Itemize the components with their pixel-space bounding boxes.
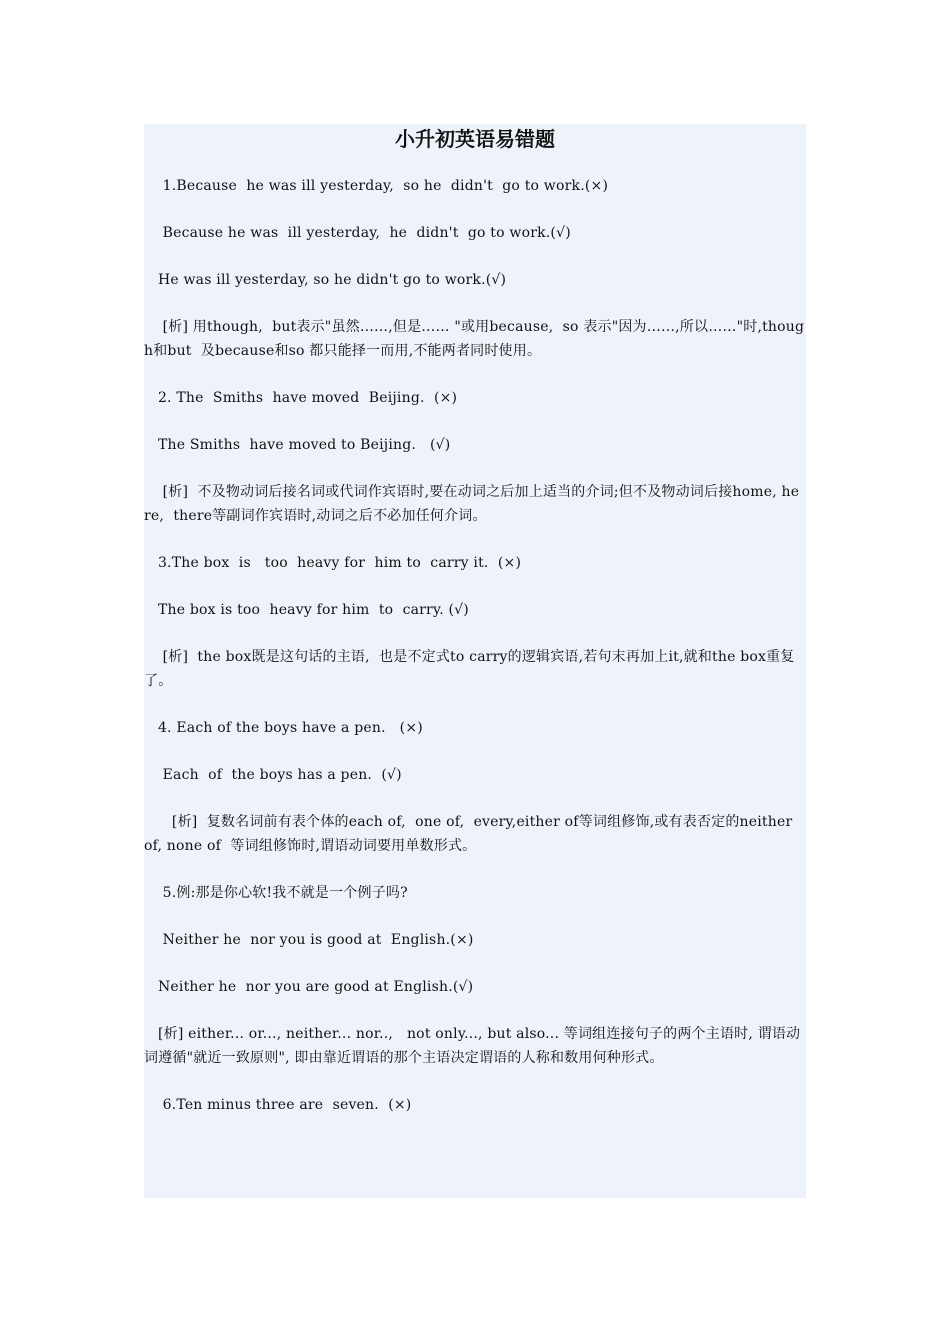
paragraph-5-correct: Neither he nor you are good at English.(√) xyxy=(144,979,474,995)
document-title: 小升初英语易错题 xyxy=(395,127,555,151)
paragraph-5-analysis: [析] either... or..., neither... nor.., not only..., but also... 等词组连接句子的两个主语时, 谓语动词遵循"就近一致原则", 即由靠近谓语的那个主语决定谓语的人称和数用何种形式。 xyxy=(144,1026,801,1066)
paragraph-4-analysis: [析] 复数名词前有表个体的each of, one of, every,either of等词组修饰,或有表否定的neither of, none of 等词组修饰时,谓语动词要用单数形式。 xyxy=(144,814,802,854)
document-page xyxy=(144,124,806,1198)
paragraph-4-wrong: 4. Each of the boys have a pen. (×) xyxy=(144,720,423,736)
paragraph-5-heading: 5.例:那是你心软!我不就是一个例子吗? xyxy=(144,885,408,901)
paragraph-1-correct-a: Because he was ill yesterday, he didn't go to work.(√) xyxy=(144,225,571,241)
paragraph-3-wrong: 3.The box is too heavy for him to carry it. (×) xyxy=(144,555,522,571)
paragraph-5-wrong: Neither he nor you is good at English.(×) xyxy=(144,932,474,948)
paragraph-1-wrong: 1.Because he was ill yesterday, so he didn't go to work.(×) xyxy=(144,178,609,194)
paragraph-1-correct-b: He was ill yesterday, so he didn't go to work.(√) xyxy=(144,272,507,288)
paragraph-2-correct: The Smiths have moved to Beijing. (√) xyxy=(144,437,451,453)
paragraph-2-wrong: 2. The Smiths have moved Beijing. (×) xyxy=(144,390,458,406)
paragraph-3-correct: The box is too heavy for him to carry. (√) xyxy=(144,602,469,618)
paragraph-6-wrong: 6.Ten minus three are seven. (×) xyxy=(144,1097,412,1113)
paragraph-1-analysis: [析] 用though, but表示"虽然……,但是…… "或用because, so 表示"因为……,所以……"时,though和but 及because和so 都只能择一而用,不能两者同时使用。 xyxy=(144,319,805,359)
paragraph-2-analysis: [析] 不及物动词后接名词或代词作宾语时,要在动词之后加上适当的介词;但不及物动词后接home, here, there等副词作宾语时,动词之后不必加任何介词。 xyxy=(144,484,800,524)
paragraph-3-analysis: [析] the box既是这句话的主语, 也是不定式to carry的逻辑宾语,若句末再加上it,就和the box重复了。 xyxy=(144,649,795,689)
paragraph-4-correct: Each of the boys has a pen. (√) xyxy=(144,767,402,783)
